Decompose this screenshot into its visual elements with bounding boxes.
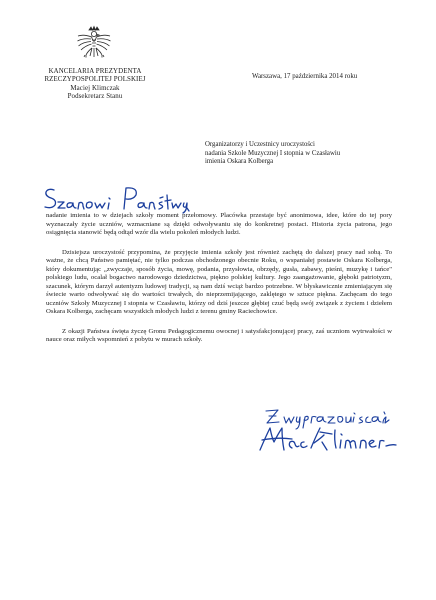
addressee-line2: nadania Szkole Muzycznej I stopnia w Czasławiu [205,149,341,157]
signature-pen-stroke [258,424,398,454]
handwritten-signature [258,424,398,454]
body-paragraph-1: nadanie imienia to w dziejach szkoły moment przełomowy. Placówka przestaje być anonimowa, idee, które do tej pory wyznaczały życie uczniów, wzmacniane są dzięki odwoływaniu się do konkretnej postaci. Historia życia patrona, jego osiągnięcia stanowić będą odtąd wzór dla wielu pokoleń młodych ludzi. [46,212,392,236]
handwritten-salutation [40,182,190,214]
office-name-line1: KANCELARIA PREZYDENTA [48,68,142,75]
body-paragraph-3: Z okazji Państwa święta życzę Gronu Pedagogicznemu owocnej i satysfakcjonującej pracy, zaś uczniom wytrwałości w nauce oraz miłych wspomnień z pobytu w murach szkoły. [46,327,392,343]
body-paragraph-2: Dzisiejsza uroczystość przypomina, że przyjęcie imienia szkoły jest również zachętą do dalszej pracy nad sobą. To ważne, że chcą Państwo pamiętać, nie tylko podczas obchodzonego obecnie Roku, o wspaniałej postawie Oskara Kolberga, który dokumentując „zwyczaje, sposób życia, mowę, podania, przysłowia, obrzędy, gusła, zabawy, pieśni, muzykę i tańce" polskiego ludu, ocalał bogactwo narodowego dziedzictwa, piękno polskiej kultury. Jego zaangażowanie, głęboki patriotyzm, szacunek, którym darzył autentyzm ludowej tradycji, są nam dziś wciąż bardzo potrzebne. W błyskawicznie zmieniającym się świecie warto odwoływać się do wartości trwałych, do nieprzemijającego, zaklętego w sztuce piękna. Zachęcam do tego uczniów Szkoły Muzycznej I stopnia w Czasławiu, którzy od dziś jeszcze głębiej czuć będą swój związek z życiem i dziełem Oskara Kolberga, zachęcam wszystkich młodych ludzi z terenu gminy Raciechowice. [46,248,392,315]
office-name-line2: RZECZYPOSPOLITEJ POLSKIEJ [44,76,146,84]
letter-body [46,212,392,345]
addressee-line3: imienia Oskara Kolberga [205,158,274,166]
salutation-pen-stroke [40,182,190,214]
addressee-line1: Organizatorzy i Uczestnicy uroczystości [205,141,315,148]
official-position: Podsekretarz Stanu [67,93,123,101]
letter-date: Warszawa, 17 października 2014 roku [252,73,358,80]
eagle-emblem-graphic [72,24,116,68]
polish-eagle-emblem-icon [72,24,116,68]
letterhead-block [34,68,156,102]
addressee-block [205,141,340,167]
official-name: Maciej Klimczak [70,84,120,92]
